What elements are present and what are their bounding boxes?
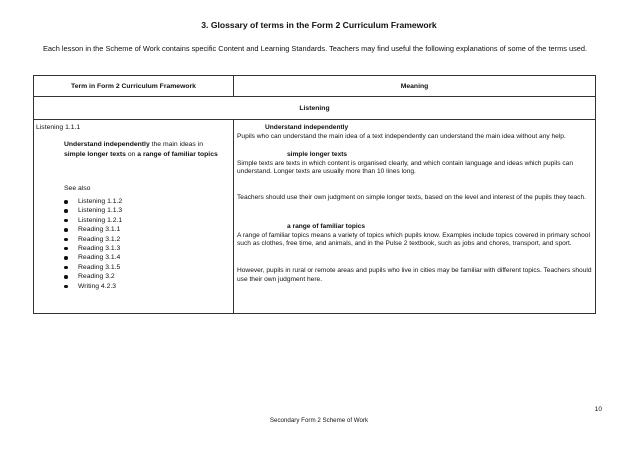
list-item	[64, 272, 122, 281]
section-row	[34, 97, 596, 120]
list-item	[64, 253, 122, 262]
reference-text: Reading 3.2	[78, 273, 115, 281]
see-also-label: See also	[64, 185, 91, 192]
meaning-paragraph-5: However, pupils in rural or remote areas and pupils who live in cities may be familiar with different topics. Teachers should use their own judgment here.	[237, 267, 592, 283]
reference-text: Listening 1.1.3	[78, 207, 123, 215]
meaning-heading-3: a range of familiar topics	[287, 223, 366, 230]
reference-text: Listening 1.2.1	[78, 216, 123, 224]
term-description	[64, 140, 224, 159]
term-text-2: on	[125, 150, 138, 158]
meaning-block-4	[237, 223, 595, 249]
page-number: 10	[594, 406, 602, 413]
list-item	[64, 197, 122, 206]
bullet-icon	[64, 275, 68, 279]
list-item	[64, 225, 122, 234]
reference-text: Reading 3.1.3	[78, 244, 121, 252]
header-meaning: Meaning	[234, 76, 596, 97]
reference-text: Reading 3.1.4	[78, 254, 121, 262]
meaning-paragraph-1: Pupils who can understand the main idea of a text independently can understand the main idea without any help.	[237, 132, 566, 140]
header-term: Term in Form 2 Curriculum Framework	[34, 76, 234, 97]
table-header-row	[34, 76, 596, 97]
footer-text: Secondary Form 2 Scheme of Work	[269, 417, 369, 424]
bullet-icon	[64, 219, 68, 223]
meaning-paragraph-2: Simple texts are texts in which content is organised clearly, and which contain language and ideas which pupils can understand. Longer texts are usually more than 10 lines long.	[237, 159, 573, 176]
meaning-block-1	[237, 124, 595, 141]
bullet-icon	[64, 200, 68, 204]
reference-text: Reading 3.1.5	[78, 263, 121, 271]
reference-text: Listening 1.1.2	[78, 198, 123, 205]
meaning-cell	[234, 120, 596, 314]
list-item	[64, 206, 122, 215]
meaning-paragraph-3: Teachers should use their own judgment on simple longer texts, based on the level and interest of the pupils they teach.	[237, 194, 586, 201]
page-title: 3. Glossary of terms in the Form 2 Curriculum Framework	[201, 20, 437, 30]
reference-list	[64, 197, 122, 291]
term-bold-3: a range of familiar topics	[137, 150, 218, 158]
intro-paragraph: Each lesson in the Scheme of Work contains specific Content and Learning Standards. Teachers may find useful the following explanations of some of the terms used.	[43, 44, 588, 53]
meaning-block-2	[237, 151, 595, 177]
section-label: Listening	[34, 97, 596, 120]
term-bold-1: Understand independently	[64, 141, 150, 148]
term-id: Listening 1.1.1	[36, 124, 81, 131]
bullet-icon	[64, 238, 68, 242]
bullet-icon	[64, 285, 68, 289]
term-bold-2: simple longer texts	[64, 150, 126, 158]
glossary-table	[33, 75, 596, 314]
list-item	[64, 216, 122, 225]
reference-text: Writing 4.2.3	[78, 282, 117, 290]
meaning-heading-2: simple longer texts	[287, 151, 348, 158]
list-item	[64, 235, 122, 244]
bullet-icon	[64, 228, 68, 232]
meaning-block-3	[237, 194, 595, 203]
bullet-icon	[64, 256, 68, 260]
bullet-icon	[64, 247, 68, 251]
term-text-1: the main ideas in	[149, 141, 204, 148]
meaning-heading-1: Understand independently	[265, 124, 349, 131]
term-cell	[34, 120, 234, 314]
meaning-paragraph-4: A range of familiar topics means a variety of topics which pupils know. Examples include topics covered in primary school such as clothes, free time, and animals, and in the Pulse 2 textbook, such as jobs and chores, transport, and sport.	[237, 231, 590, 248]
reference-text: Reading 3.1.2	[78, 235, 121, 243]
list-item	[64, 282, 122, 291]
list-item	[64, 244, 122, 253]
bullet-icon	[64, 209, 68, 213]
list-item	[64, 263, 122, 272]
meaning-block-5	[237, 267, 595, 284]
bullet-icon	[64, 266, 68, 270]
reference-text: Reading 3.1.1	[78, 226, 121, 234]
table-row	[34, 120, 596, 314]
